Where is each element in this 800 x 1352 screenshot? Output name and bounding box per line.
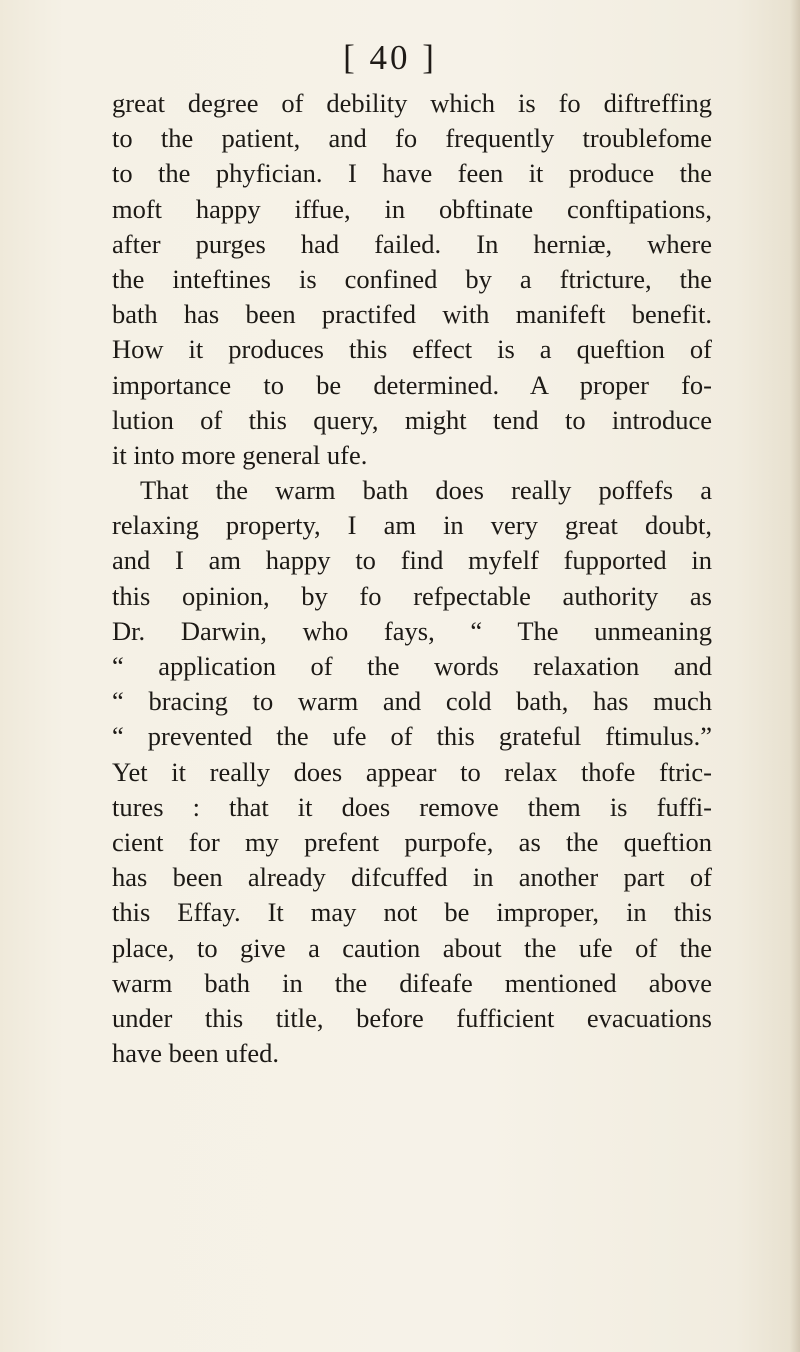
text-line: Dr. Darwin, who fays, “ The unmeaning (112, 615, 712, 646)
text-line: lution of this query, might tend to introduce (112, 404, 712, 435)
text-line: That the warm bath does really poffefs a (140, 475, 712, 506)
text-line: and I am happy to find myfelf fupported in (112, 545, 712, 576)
body-text (112, 86, 712, 1071)
text-line: have been ufed. (112, 1038, 280, 1069)
text-line: importance to be determined. A proper fo- (112, 369, 712, 400)
text-line: to the patient, and fo frequently troublefome (112, 123, 712, 154)
text-line: bath has been practifed with manifeft benefit. (112, 299, 712, 330)
text-line: “ bracing to warm and cold bath, has much (112, 686, 712, 717)
text-line: great degree of debility which is fo diftreffing (112, 88, 712, 118)
text-line: “ prevented the ufe of this grateful ftimulus.” (112, 721, 712, 752)
text-line: relaxing property, I am in very great doubt, (112, 510, 712, 541)
text-line: the inteftines is confined by a ftricture, the (112, 263, 712, 294)
text-line: warm bath in the difeafe mentioned above (112, 967, 712, 998)
text-line: to the phyfician. I have feen it produce the (112, 158, 712, 189)
text-line: moft happy iffue, in obftinate conftipations, (112, 193, 712, 224)
text-line: this opinion, by fo refpectable authority as (112, 580, 712, 611)
text-line: place, to give a caution about the ufe of the (112, 932, 712, 963)
text-line: this Effay. It may not be improper, in this (112, 897, 712, 928)
text-line: it into more general ufe. (112, 439, 368, 470)
text-line: tures : that it does remove them is fuffi- (112, 791, 712, 822)
text-line: under this title, before fufficient evacuations (112, 1002, 712, 1033)
text-line: has been already difcuffed in another part of (112, 862, 712, 893)
text-line: “ application of the words relaxation and (112, 651, 712, 681)
text-line: after purges had failed. In herniæ, where (112, 228, 712, 259)
text-line: How it produces this effect is a queftion of (112, 334, 712, 365)
text-line: Yet it really does appear to relax thofe ftric- (112, 756, 712, 787)
text-line: cient for my prefent purpofe, as the queftion (112, 826, 712, 857)
page-number: [ 40 ] (343, 38, 437, 77)
page-edge-shadow (790, 0, 800, 1352)
